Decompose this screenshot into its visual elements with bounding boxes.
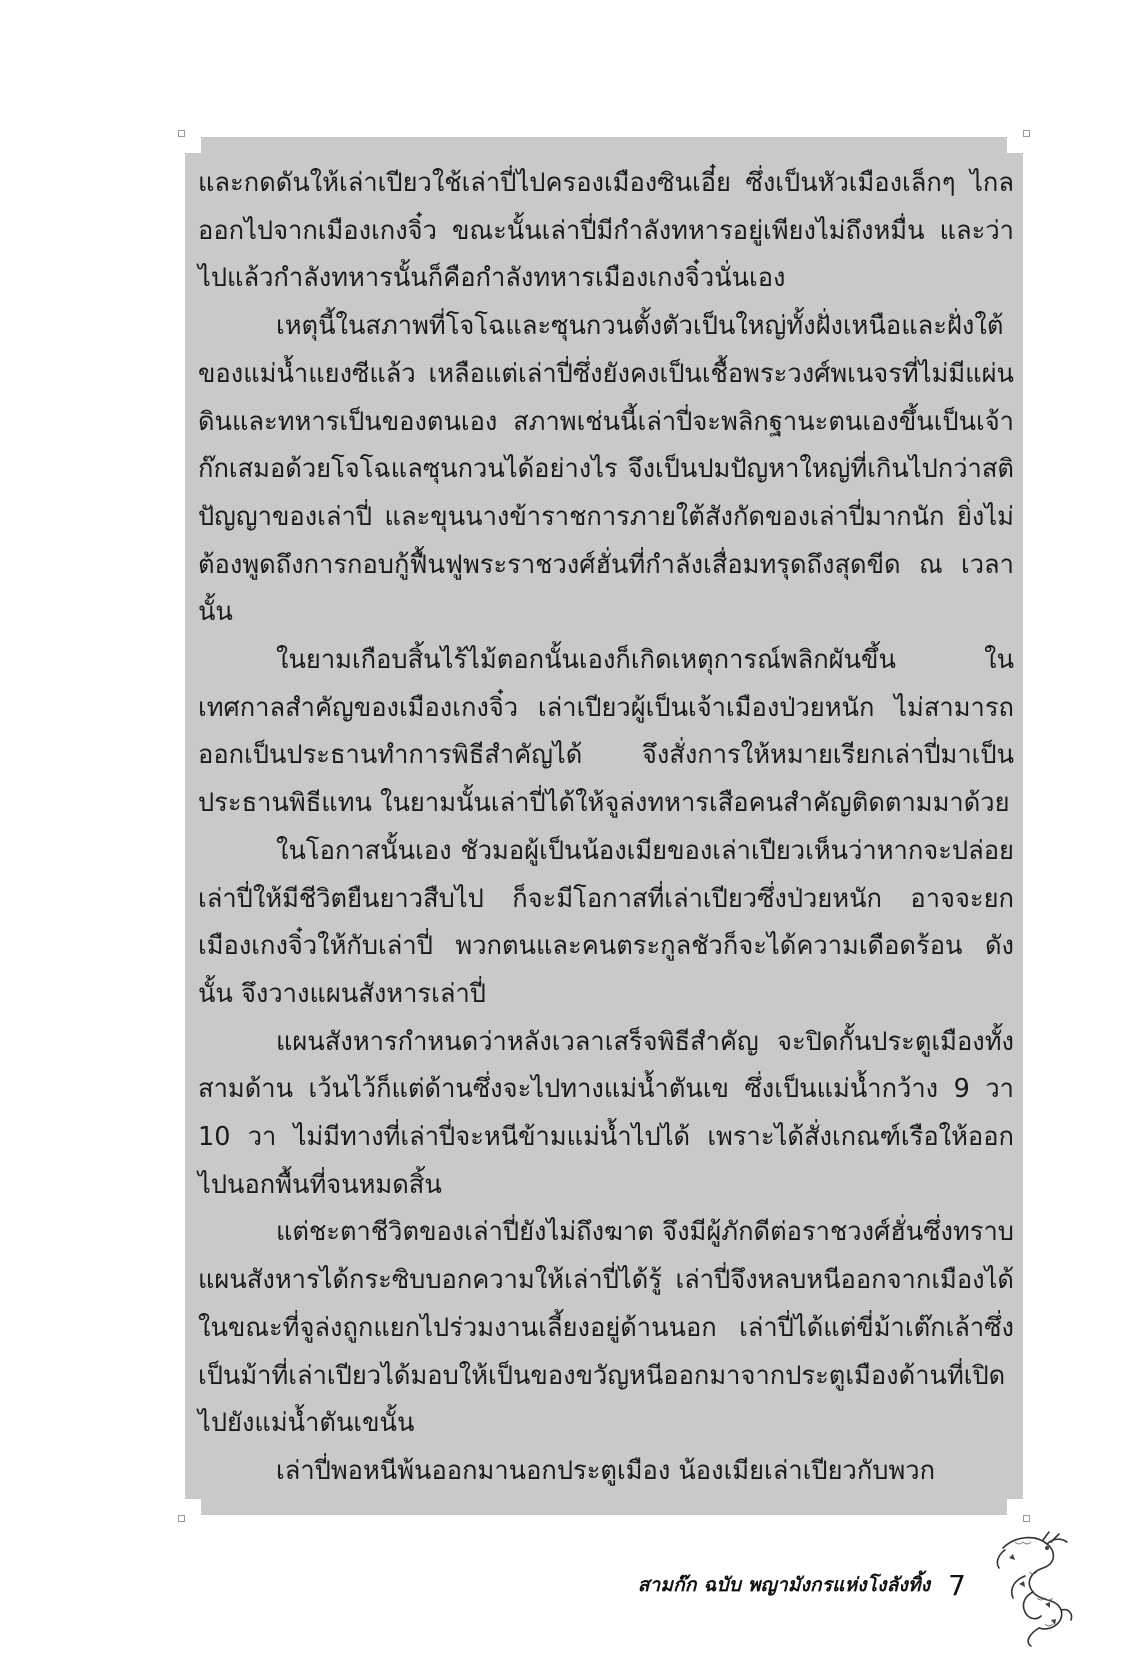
paragraph: ในยามเกือบสิ้นไร้ไม้ตอกนั้นเองก็เกิดเหตุการณ์พลิกผันขึ้น ในเทศกาลสำคัญของเมืองเกงจิ๋ว เล่าเปียวผู้เป็นเจ้าเมืองป่วยหนัก ไม่สามารถออกเป็นประธานทำการพิธีสำคัญได้ จึงสั่งการให้หมายเรียกเล่าปี่มาเป็นประธานพิธีแทน ในยามนั้นเล่าปี่ได้ให้จูล่งทหารเสือคนสำคัญติดตามมาด้วย (198, 645, 1014, 819)
corner-ornament-top-left (178, 130, 185, 137)
running-title: สามก๊ก ฉบับ พญามังกรแห่งโงลังทิ้ง (637, 1574, 931, 1596)
page-number: 7 (948, 1568, 966, 1602)
paragraph: เหตุนี้ในสภาพที่โจโฉและซุนกวนตั้งตัวเป็นใหญ่ทั้งฝั่งเหนือและฝั่งใต้ของแม่น้ำแยงซีแล้ว เหลือแต่เล่าปี่ซึ่งยังคงเป็นเชื้อพระวงศ์พเนจรที่ไม่มีแผ่นดินและทหารเป็นของตนเอง สภาพเช่นนี้เล่าปี่จะพลิกฐานะตนเองขึ้นเป็นเจ้าก๊กเสมอด้วยโจโฉแลซุนกวนได้อย่างไร จึงเป็นปมปัญหาใหญ่ที่เกินไปกว่าสติปัญญาของเล่าปี่ และขุนนางข้าราชการภายใต้สังกัดของเล่าปี่มากนัก ยิ่งไม่ต้องพูดถึงการกอบกู้ฟื้นฟูพระราชวงศ์ฮั่นที่กำลังเสื่อมทรุดถึงสุดขีด ณ เวลานั้น (198, 311, 1014, 628)
corner-ornament-top-right (1023, 130, 1030, 137)
paragraph: และกดดันให้เล่าเปียวใช้เล่าปี่ไปครองเมืองซินเอี๋ย ซึ่งเป็นหัวเมืองเล็กๆ ไกลออกไปจากเมืองเกงจิ๋ว ขณะนั้นเล่าปี่มีกำลังทหารอยู่เพียงไม่ถึงหมื่น และว่าไปแล้วกำลังทหารนั้นก็คือกำลังทหารเมืองเกงจิ๋วนั่นเอง (198, 168, 1014, 294)
paragraph: แต่ชะตาชีวิตของเล่าปี่ยังไม่ถึงฆาต จึงมีผู้ภักดีต่อราชวงศ์ฮั่นซึ่งทราบแผนสังหารได้กระซิบบอกความให้เล่าปี่ได้รู้ เล่าปี่จึงหลบหนีออกจากเมืองได้ ในขณะที่จูล่งถูกแยกไปร่วมงานเลี้ยงอยู่ด้านนอก เล่าปี่ได้แต่ขี่ม้าเต๊กเล้าซึ่งเป็นม้าที่เล่าเปียวได้มอบให้เป็นของขวัญหนีออกมาจากประตูเมืองด้านที่เปิดไปยังแม่น้ำตันเขนั้น (198, 1217, 1014, 1439)
corner-ornament-bottom-right (1023, 1515, 1030, 1522)
paragraph: เล่าปี่พอหนีพ้นออกมานอกประตูเมือง น้องเมียเล่าเปียวกับพวก (276, 1455, 936, 1486)
paragraph: ในโอกาสนั้นเอง ชัวมอผู้เป็นน้องเมียของเล่าเปียวเห็นว่าหากจะปล่อยเล่าปี่ให้มีชีวิตยืนยาวสืบไป ก็จะมีโอกาสที่เล่าเปียวซึ่งป่วยหนัก อาจจะยกเมืองเกงจิ๋วให้กับเล่าปี่ พวกตนและคนตระกูลชัวก็จะได้ความเดือดร้อน ดังนั้น จึงวางแผนสังหารเล่าปี่ (198, 835, 1014, 1009)
dragon-icon (985, 1528, 1077, 1648)
corner-ornament-bottom-left (178, 1515, 185, 1522)
page-footer (638, 1560, 966, 1610)
body-text (198, 160, 1014, 1496)
paragraph: แผนสังหารกำหนดว่าหลังเวลาเสร็จพิธีสำคัญ จะปิดกั้นประตูเมืองทั้งสามด้าน เว้นไว้ก็แต่ด้านซึ่งจะไปทางแม่น้ำตันเข ซึ่งเป็นแม่น้ำกว้าง 9 วา 10 วา ไม่มีทางที่เล่าปี่จะหนีข้ามแม่น้ำไปได้ เพราะได้สั่งเกณฑ์เรือให้ออกไปนอกพื้นที่จนหมดสิ้น (198, 1026, 1014, 1200)
